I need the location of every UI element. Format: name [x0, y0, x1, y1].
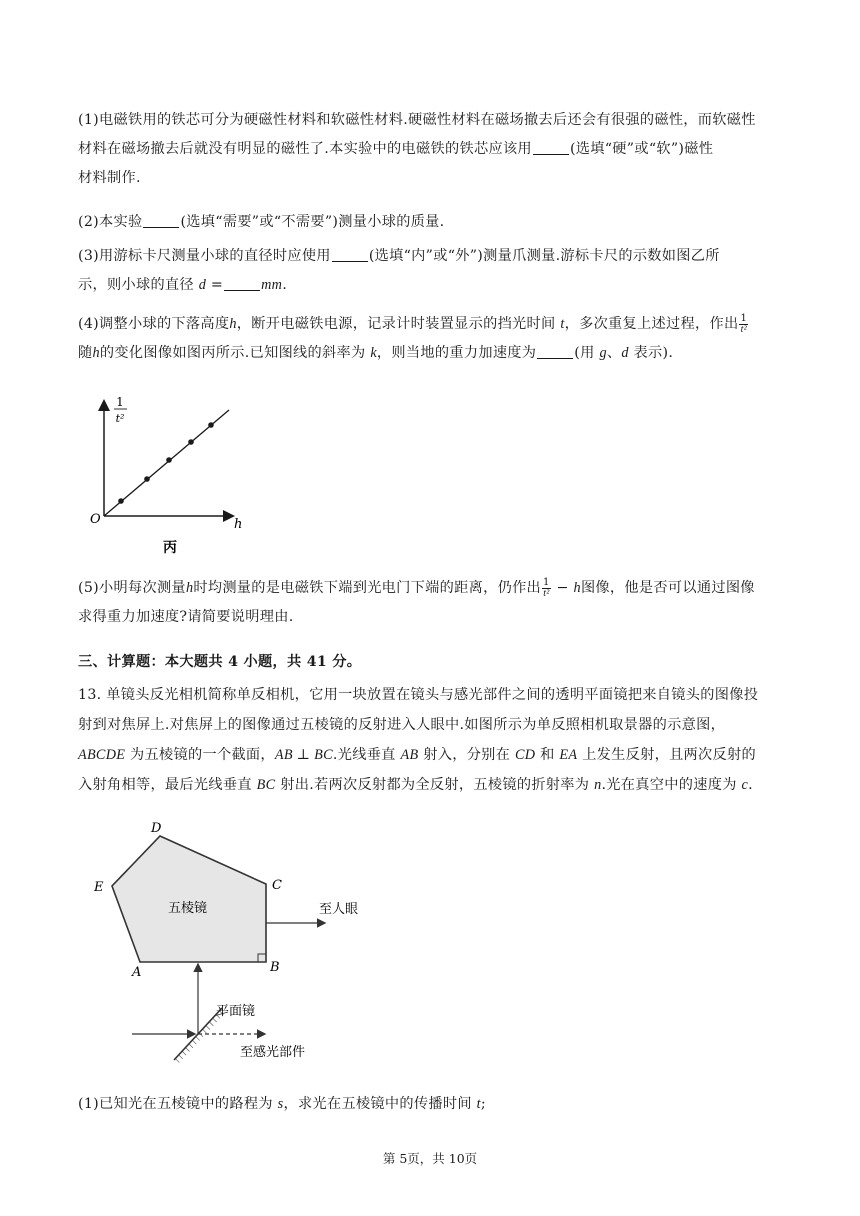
text-line: 材料在磁场撤去后就没有明显的磁性了.本实验中的电磁铁的铁芯应该用 (选填“硬”或“软”)磁性 — [78, 141, 714, 157]
vertex-A: A — [132, 965, 142, 980]
graph-figure — [86, 390, 256, 560]
section-heading: 三、计算题：本大题共 4 小题，共 41 分。 — [78, 654, 362, 670]
text-line: 示，则小球的直径 d = mm. — [78, 277, 288, 293]
vertex-E: E — [94, 880, 104, 895]
sensor-label: 至感光部件 — [240, 1045, 306, 1060]
pentaprism-shape — [112, 836, 266, 962]
page-footer: 第 5页，共 10页 — [382, 1151, 478, 1166]
data-point — [166, 457, 172, 463]
answer-blank — [533, 140, 569, 155]
text-line: ABCDE 为五棱镜的一个截面，AB ⊥ BC.光线垂直 AB 射入，分别在 CD 和 EA 上发生反射，且两次反射的 — [78, 747, 756, 763]
question-13-part-1: (1)已知光在五棱镜中的路程为 s，求光在五棱镜中的传播时间 t; — [78, 1096, 486, 1112]
vertex-C: C — [272, 878, 282, 893]
text-line: 入射角相等，最后光线垂直 BC 射出.若两次反射都为全反射，五棱镜的折射率为 n.光在真空中的速度为 c. — [78, 777, 753, 793]
answer-blank — [224, 276, 260, 291]
text-line: (1)电磁铁用的铁芯可分为硬磁性材料和软磁性材料.硬磁性材料在磁场撤去后还会有很强的磁性，而软磁性 — [78, 112, 756, 128]
answer-blank — [332, 247, 368, 262]
question-part-1 — [78, 106, 790, 193]
text-line: (4)调整小球的下落高度h，断开电磁铁电源，记录计时装置显示的挡光时间 t，多次重复上述过程，作出 $\frac{1}{\text{t²}}$ — [78, 312, 748, 335]
text-line: 求得重力加速度?请简要说明理由. — [78, 609, 294, 625]
pentaprism-figure — [88, 816, 378, 1072]
text-line: 随h的变化图像如图丙所示.已知图线的斜率为 k，则当地的重力加速度为 (用 g、d 表示). — [78, 345, 674, 361]
question-part-2: (2)本实验 (选填“需要”或“不需要”)测量小球的质量. — [78, 214, 445, 230]
text-line: 材料制作. — [78, 170, 141, 186]
answer-blank — [537, 344, 573, 359]
mirror-label: 平面镜 — [216, 1004, 256, 1019]
text-line: (5)小明每次测量h时均测量的是电磁铁下端到光电门下端的距离，仍作出 $\frac{1}{\text{t²}}$ − h图像，他是否可以通过图像 — [78, 576, 755, 599]
data-point — [188, 439, 194, 445]
vertex-B: B — [270, 960, 280, 975]
data-point — [144, 476, 150, 482]
data-point — [118, 498, 124, 504]
fraction: $\frac{1}{\text{t²}}$ — [740, 312, 748, 335]
data-point — [208, 422, 214, 428]
question-part-3 — [78, 242, 790, 300]
graph-caption: 丙 — [163, 540, 177, 556]
question-13 — [78, 680, 790, 800]
vertex-D: D — [151, 821, 162, 836]
to-eye-label: 至人眼 — [319, 902, 359, 917]
text-line: 13. 单镜头反光相机简称单反相机，它用一块放置在镜头与感光部件之间的透明平面镜把来自镜头的图像投 — [78, 687, 759, 703]
answer-blank — [143, 213, 179, 228]
origin-label: O — [90, 512, 101, 527]
question-part-4 — [78, 310, 790, 368]
y-label-num: 1 — [116, 395, 124, 409]
text-line: 射到对焦屏上.对焦屏上的图像通过五棱镜的反射进入人眼中.如图所示为单反照相机取景器的示意图， — [78, 717, 726, 733]
text-line: (3)用游标卡尺测量小球的直径时应使用 (选填“内”或“外”)测量爪测量.游标卡尺的示数如图乙所 — [78, 248, 720, 264]
y-label-den: t² — [115, 412, 125, 425]
fraction: $\frac{1}{\text{t²}}$ — [543, 576, 550, 599]
x-label: h — [234, 517, 243, 532]
question-part-5 — [78, 574, 790, 632]
prism-label: 五棱镜 — [168, 901, 208, 916]
